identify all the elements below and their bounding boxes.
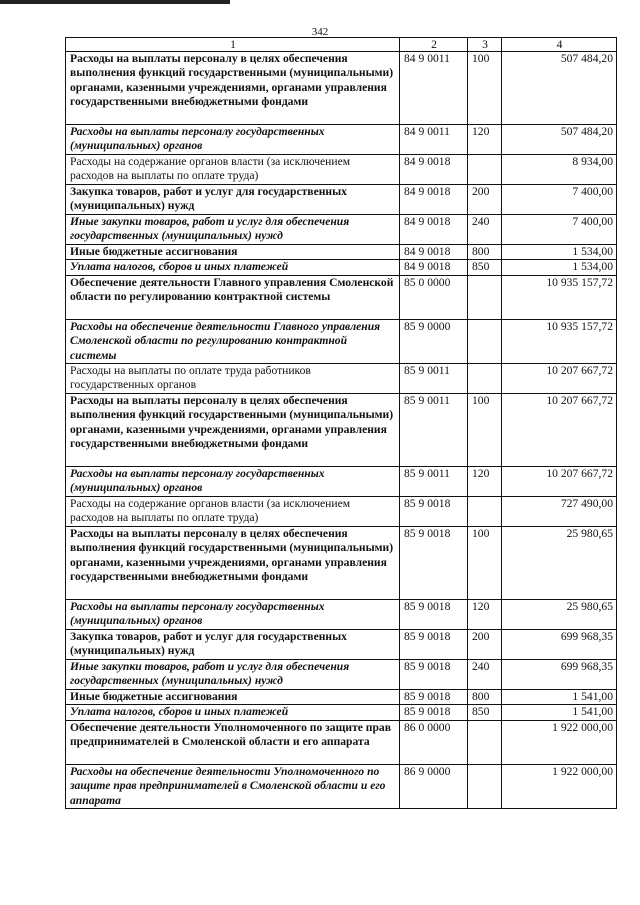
row-name: Закупка товаров, работ и услуг для государственных (муниципальных) нужд [66,185,400,215]
row-expense-type [468,764,502,808]
table-row [66,764,617,808]
row-expense-type: 800 [468,690,502,705]
row-code: 84 9 0018 [400,260,468,275]
header-col-2: 2 [400,38,468,52]
table-row [66,185,617,215]
table-row [66,260,617,275]
row-sum: 727 490,00 [502,497,617,527]
row-name: Иные закупки товаров, работ и услуг для обеспечения государственных (муниципальных) нужд [66,215,400,245]
row-expense-type: 850 [468,705,502,720]
row-code: 85 9 0018 [400,497,468,527]
table-row [66,467,617,497]
row-sum: 10 935 157,72 [502,319,617,363]
row-code: 84 9 0011 [400,125,468,155]
table-row [66,705,617,720]
row-sum: 7 400,00 [502,215,617,245]
table-row [66,275,617,319]
budget-table [65,37,617,809]
row-code: 85 9 0018 [400,630,468,660]
row-code: 86 9 0000 [400,764,468,808]
row-code: 85 9 0018 [400,690,468,705]
row-name: Расходы на обеспечение деятельности Главного управления Смоленской области по регулированию контрактной системы [66,319,400,363]
row-code: 84 9 0018 [400,215,468,245]
table-row [66,364,617,394]
row-code: 85 9 0018 [400,660,468,690]
row-expense-type: 120 [468,600,502,630]
table-row [66,527,617,600]
row-name: Расходы на обеспечение деятельности Уполномоченного по защите прав предпринимателей в Смоленской области и его аппарата [66,764,400,808]
row-sum: 25 980,65 [502,527,617,600]
row-code: 84 9 0018 [400,185,468,215]
row-code: 86 0 0000 [400,720,468,764]
row-sum: 507 484,20 [502,125,617,155]
row-code: 85 9 0011 [400,394,468,467]
row-sum: 507 484,20 [502,52,617,125]
table-row [66,690,617,705]
row-expense-type: 800 [468,245,502,260]
row-expense-type [468,497,502,527]
row-expense-type [468,319,502,363]
row-expense-type: 120 [468,467,502,497]
row-expense-type: 240 [468,215,502,245]
row-sum: 10 207 667,72 [502,467,617,497]
row-sum: 10 207 667,72 [502,364,617,394]
row-expense-type: 120 [468,125,502,155]
row-code: 84 9 0011 [400,52,468,125]
table-row [66,52,617,125]
row-name: Иные бюджетные ассигнования [66,245,400,260]
row-code: 85 9 0018 [400,705,468,720]
row-expense-type: 200 [468,630,502,660]
table-row [66,497,617,527]
row-sum: 1 534,00 [502,245,617,260]
row-expense-type: 100 [468,52,502,125]
table-row [66,215,617,245]
row-sum: 10 935 157,72 [502,275,617,319]
row-name: Расходы на выплаты персоналу в целях обеспечения выполнения функций государственными (муниципальными) органами, казенными учреждениями, органами управления государственными внебюджетными фондами [66,394,400,467]
row-sum: 8 934,00 [502,155,617,185]
row-name: Расходы на выплаты персоналу государственных (муниципальных) органов [66,125,400,155]
header-col-1: 1 [66,38,400,52]
row-name: Обеспечение деятельности Уполномоченного по защите прав предпринимателей в Смоленской области и его аппарата [66,720,400,764]
row-name: Иные закупки товаров, работ и услуг для обеспечения государственных (муниципальных) нужд [66,660,400,690]
row-name: Расходы на содержание органов власти (за исключением расходов на выплаты по оплате труда) [66,155,400,185]
row-code: 85 9 0018 [400,527,468,600]
row-name: Иные бюджетные ассигнования [66,690,400,705]
row-sum: 1 922 000,00 [502,764,617,808]
row-name: Расходы на выплаты персоналу в целях обеспечения выполнения функций государственными (муниципальными) органами, казенными учреждениями, органами управления государственными внебюджетными фондами [66,52,400,125]
row-sum: 10 207 667,72 [502,394,617,467]
row-sum: 25 980,65 [502,600,617,630]
row-code: 85 9 0000 [400,319,468,363]
header-col-3: 3 [468,38,502,52]
table-row [66,245,617,260]
row-name: Уплата налогов, сборов и иных платежей [66,260,400,275]
row-expense-type: 850 [468,260,502,275]
table-row [66,600,617,630]
row-expense-type: 240 [468,660,502,690]
table-row [66,660,617,690]
row-name: Расходы на выплаты персоналу государственных (муниципальных) органов [66,467,400,497]
row-code: 84 9 0018 [400,155,468,185]
page-number: 342 [311,26,329,38]
row-expense-type: 200 [468,185,502,215]
row-sum: 1 541,00 [502,705,617,720]
row-expense-type: 100 [468,394,502,467]
row-sum: 1 534,00 [502,260,617,275]
row-name: Закупка товаров, работ и услуг для государственных (муниципальных) нужд [66,630,400,660]
row-code: 84 9 0018 [400,245,468,260]
table-row [66,155,617,185]
row-sum: 1 922 000,00 [502,720,617,764]
row-name: Расходы на содержание органов власти (за исключением расходов на выплаты по оплате труда) [66,497,400,527]
row-code: 85 9 0011 [400,364,468,394]
row-expense-type: 100 [468,527,502,600]
row-sum: 699 968,35 [502,660,617,690]
table-header-row [66,38,617,52]
row-name: Расходы на выплаты по оплате труда работников государственных органов [66,364,400,394]
row-code: 85 9 0018 [400,600,468,630]
row-expense-type [468,275,502,319]
row-name: Расходы на выплаты персоналу государственных (муниципальных) органов [66,600,400,630]
row-name: Уплата налогов, сборов и иных платежей [66,705,400,720]
row-sum: 699 968,35 [502,630,617,660]
table-row [66,394,617,467]
header-col-4: 4 [502,38,617,52]
row-sum: 1 541,00 [502,690,617,705]
row-expense-type [468,155,502,185]
table-row [66,319,617,363]
row-code: 85 9 0011 [400,467,468,497]
row-name: Расходы на выплаты персоналу в целях обеспечения выполнения функций государственными (муниципальными) органами, казенными учреждениями, органами управления государственными внебюджетными фондами [66,527,400,600]
row-expense-type [468,720,502,764]
table-row [66,630,617,660]
table-row [66,720,617,764]
row-code: 85 0 0000 [400,275,468,319]
row-expense-type [468,364,502,394]
row-name: Обеспечение деятельности Главного управления Смоленской области по регулированию контрактной системы [66,275,400,319]
row-sum: 7 400,00 [502,185,617,215]
top-rule [0,0,230,4]
table-row [66,125,617,155]
